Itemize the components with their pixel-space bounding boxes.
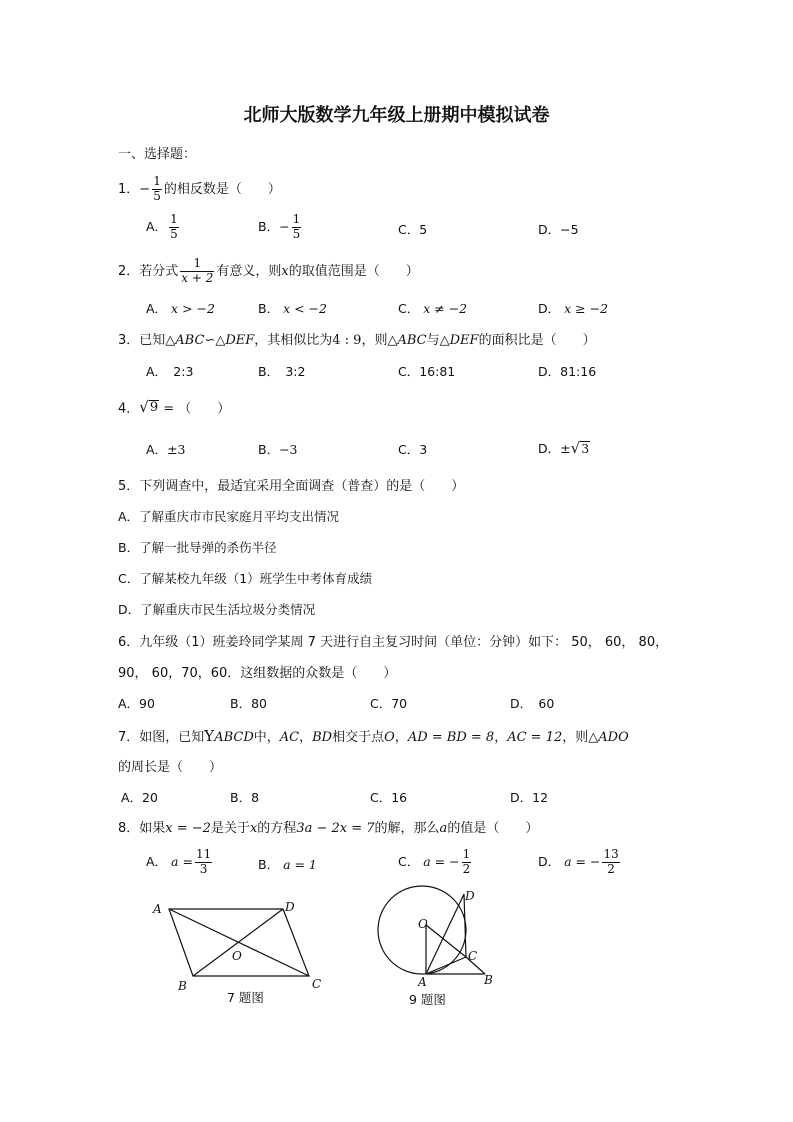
q6-option-c: C．70 [370, 696, 408, 711]
q3-blank: （ ） [543, 333, 596, 348]
q7-t4: ， [394, 730, 408, 745]
q1-frac-num: 1 [153, 174, 161, 188]
q8-b-value: a = 1 [283, 857, 317, 872]
q3-post: 的面积比是 [478, 333, 544, 348]
q4-a-value: ±3 [167, 442, 186, 457]
q3-mid2: ，则 [361, 333, 388, 348]
q7-eq1: AD = BD = 8 [407, 730, 495, 745]
q7-blank: （ ） [170, 760, 223, 775]
q1-b-label: B． [258, 218, 280, 234]
q5-option-b: B．了解一批导弹的杀伤半径 [118, 540, 277, 555]
question-8 [118, 822, 538, 835]
q1-a-num: 1 [170, 212, 178, 226]
q2-mid: 有意义，则 [216, 263, 282, 279]
section-heading: 一、选择题： [118, 147, 197, 162]
q8-a-label: A． [146, 853, 168, 869]
q7-pre: 7．如图，已知 [118, 730, 205, 745]
fig7-label-a: A [153, 902, 162, 916]
q3-option-a: A． 2:3 [146, 364, 194, 379]
q2-blank: （ ） [366, 263, 419, 279]
q8-mid3: 的解，那么 [374, 821, 440, 836]
q6-line2-text: 90， 60，70，60．这组数据的众数是 [118, 666, 345, 681]
q6-blank: （ ） [344, 666, 397, 681]
q4-d-label: D． [538, 441, 561, 456]
question-7-line2 [118, 761, 222, 774]
q2-option-b [258, 303, 327, 316]
q8-option-b [258, 859, 317, 872]
q7-t6: ，则 [562, 730, 589, 745]
q8-c-pre: a = − [423, 853, 460, 869]
q2-fraction [180, 257, 214, 286]
q1-b-minus: − [279, 218, 290, 234]
q3-and: 与 [426, 333, 440, 348]
q4-option-c: C．3 [398, 442, 428, 457]
q7-option-d: D．12 [510, 790, 549, 805]
q2-d-value: x ≥ −2 [564, 301, 609, 316]
fig9-chord-ad [426, 894, 464, 974]
q2-frac-den: x + 2 [181, 270, 214, 285]
q8-pre: 8．如果 [118, 821, 166, 836]
q8-blank: （ ） [486, 821, 539, 836]
q8-a-fraction [195, 848, 212, 877]
fig7-caption: 7 题图 [227, 990, 264, 1005]
q7-t2: ， [299, 730, 313, 745]
q4-b-value: −3 [279, 442, 298, 457]
q8-option-c [398, 848, 473, 877]
q4-option-a [146, 444, 186, 457]
q8-b-label: B． [258, 857, 280, 872]
question-3 [118, 334, 596, 347]
fig9-label-b: B [484, 973, 493, 987]
q8-d-pre: a = − [564, 853, 601, 869]
q8-mid: 是关于 [210, 821, 250, 836]
q3-tri2: △DEF [439, 333, 479, 348]
q8-var: x [249, 821, 258, 836]
q4-a-label: A． [146, 442, 168, 457]
q4-option-b [258, 444, 298, 457]
q1-b-fraction [292, 213, 302, 242]
q7-tri: △ADO [588, 730, 629, 745]
q1-option-b [258, 213, 303, 242]
q8-c-num: 1 [462, 847, 471, 861]
q5-option-a: A．了解重庆市市民家庭月平均支出情况 [118, 509, 340, 524]
q2-b-label: B． [258, 301, 280, 316]
q7-bd: BD [312, 730, 333, 745]
q3-similar: △ABC∽△DEF [165, 333, 255, 348]
page-title: 北师大版数学九年级上册期中模拟试卷 [243, 105, 550, 126]
fig7-label-d: D [285, 900, 295, 914]
q8-d-num: 13 [603, 847, 619, 861]
q3-option-b: B． 3:2 [258, 364, 306, 379]
q5-blank: （ ） [412, 479, 465, 494]
q4-option-d [538, 441, 590, 456]
q2-option-a [146, 303, 215, 316]
question-2 [118, 257, 419, 286]
q2-b-value: x < −2 [283, 301, 327, 316]
q1-option-c: C．5 [398, 222, 428, 237]
fig9-label-o: O [418, 917, 428, 931]
q3-pre: 已知 [139, 333, 166, 348]
q7-ac: AC [279, 730, 300, 745]
q4-blank: （ ） [178, 401, 231, 417]
q1-fraction [152, 175, 162, 204]
q2-var: x [281, 263, 289, 279]
q8-a-den: 3 [199, 861, 208, 876]
q7-t3: 相交于点 [332, 730, 385, 745]
fig9-label-a: A [418, 975, 427, 989]
question-5 [118, 480, 464, 493]
fig7-diagonal-bd [193, 909, 283, 976]
q5-option-d: D．了解重庆市民生活垃圾分类情况 [118, 602, 316, 617]
q7-option-b: B．8 [230, 790, 260, 805]
q8-d-den: 2 [607, 861, 615, 876]
q8-c-fraction [462, 848, 472, 877]
q1-a-den: 5 [170, 226, 178, 241]
q7-eq2: AC = 12 [507, 730, 563, 745]
q2-number: 2． [118, 263, 140, 279]
q1-b-num: 1 [292, 212, 301, 226]
q3-tri1: △ABC [387, 333, 427, 348]
q3-option-c: C．16:81 [398, 364, 456, 379]
q4-d-pm: ± [560, 441, 571, 456]
q8-mid2: 的方程 [257, 821, 297, 836]
q4-number: 4． [118, 401, 140, 417]
q5-text: 5．下列调查中，最适宜采用全面调查（普查）的是 [118, 479, 413, 494]
q6-option-b: B．80 [230, 696, 267, 711]
q4-sqrt-arg: 9 [149, 400, 159, 415]
q2-pre: 若分式 [139, 263, 179, 279]
q8-equation: 3a − 2x = 7 [296, 821, 375, 836]
q6-option-a: A．90 [118, 696, 155, 711]
fig9-chord-ac [426, 957, 466, 974]
question-6-line1: 6．九年级（1）班姜玲同学某周 7 天进行自主复习时间（单位：分钟）如下： 50， 60， 80， [118, 635, 669, 650]
q8-a: a [439, 821, 448, 836]
question-6-line2 [118, 667, 396, 680]
q8-a-pre: a = [171, 853, 193, 869]
q2-frac-num: 1 [180, 257, 214, 272]
q7-t5: ， [494, 730, 508, 745]
q8-c-label: C． [398, 853, 420, 869]
fig9-label-c: C [468, 949, 478, 963]
fig7-label-c: C [312, 977, 322, 991]
q8-c-den: 2 [462, 861, 471, 876]
q8-eq: x = −2 [165, 821, 211, 836]
fig7-label-b: B [178, 979, 187, 993]
q2-post: 的取值范围是 [288, 263, 367, 279]
q7-o: O [384, 730, 395, 745]
q2-d-label: D． [538, 301, 561, 316]
q8-post: 的值是 [447, 821, 487, 836]
q8-d-label: D． [538, 853, 561, 869]
q3-number: 3． [118, 333, 140, 348]
q8-d-fraction [602, 848, 619, 877]
q1-text: 的相反数是 [163, 181, 229, 197]
q2-a-label: A． [146, 301, 168, 316]
question-4 [118, 400, 230, 415]
q1-a-label: A． [146, 218, 168, 234]
q1-number: 1． [118, 181, 140, 197]
q1-frac-den: 5 [153, 188, 161, 203]
fig9-caption: 9 题图 [409, 992, 446, 1007]
q7-option-c: C．16 [370, 790, 408, 805]
q7-parallelogram-symbol: Y [204, 727, 215, 745]
q1-option-d: D．−5 [538, 222, 579, 237]
q5-option-c: C．了解某校九年级（1）班学生中考体育成绩 [118, 571, 373, 586]
q8-a-num: 11 [195, 847, 212, 861]
q2-option-d [538, 303, 608, 316]
q2-c-value: x ≠ −2 [423, 301, 468, 316]
fig7-label-o: O [232, 949, 242, 963]
q8-option-d [538, 848, 622, 877]
fig9-segment-oc [426, 925, 466, 957]
q3-mid: ，其相似比为 [254, 333, 333, 348]
q7-abcd: ABCD [214, 730, 254, 745]
q7-option-a: A．20 [121, 790, 158, 805]
q1-a-fraction [169, 213, 179, 242]
q2-c-label: C． [398, 301, 420, 316]
q1-b-den: 5 [292, 226, 301, 241]
q1-option-a [146, 213, 181, 242]
q7-t1: 中， [253, 730, 280, 745]
q1-blank: （ ） [228, 181, 281, 197]
q6-option-d: D． 60 [510, 696, 555, 711]
figure-7-parallelogram [140, 895, 340, 1000]
q2-option-c [398, 303, 467, 316]
q4-sqrt: √ 9 [139, 398, 159, 417]
q8-option-a [146, 848, 214, 877]
q3-option-d: D．81:16 [538, 364, 597, 379]
question-7-line1 [118, 729, 629, 744]
question-1 [118, 175, 281, 204]
q2-a-value: x > −2 [171, 301, 215, 316]
q7-line2-text: 的周长是 [118, 760, 171, 775]
q3-ratio: 4 : 9 [332, 333, 362, 348]
fig9-label-d: D [465, 889, 475, 903]
q4-d-sqrt-arg: 3 [581, 441, 590, 457]
q4-equals: = [159, 401, 179, 417]
q4-d-sqrt: √ 3 [570, 439, 590, 457]
q1-minus: − [139, 181, 151, 197]
q4-b-label: B． [258, 442, 280, 457]
